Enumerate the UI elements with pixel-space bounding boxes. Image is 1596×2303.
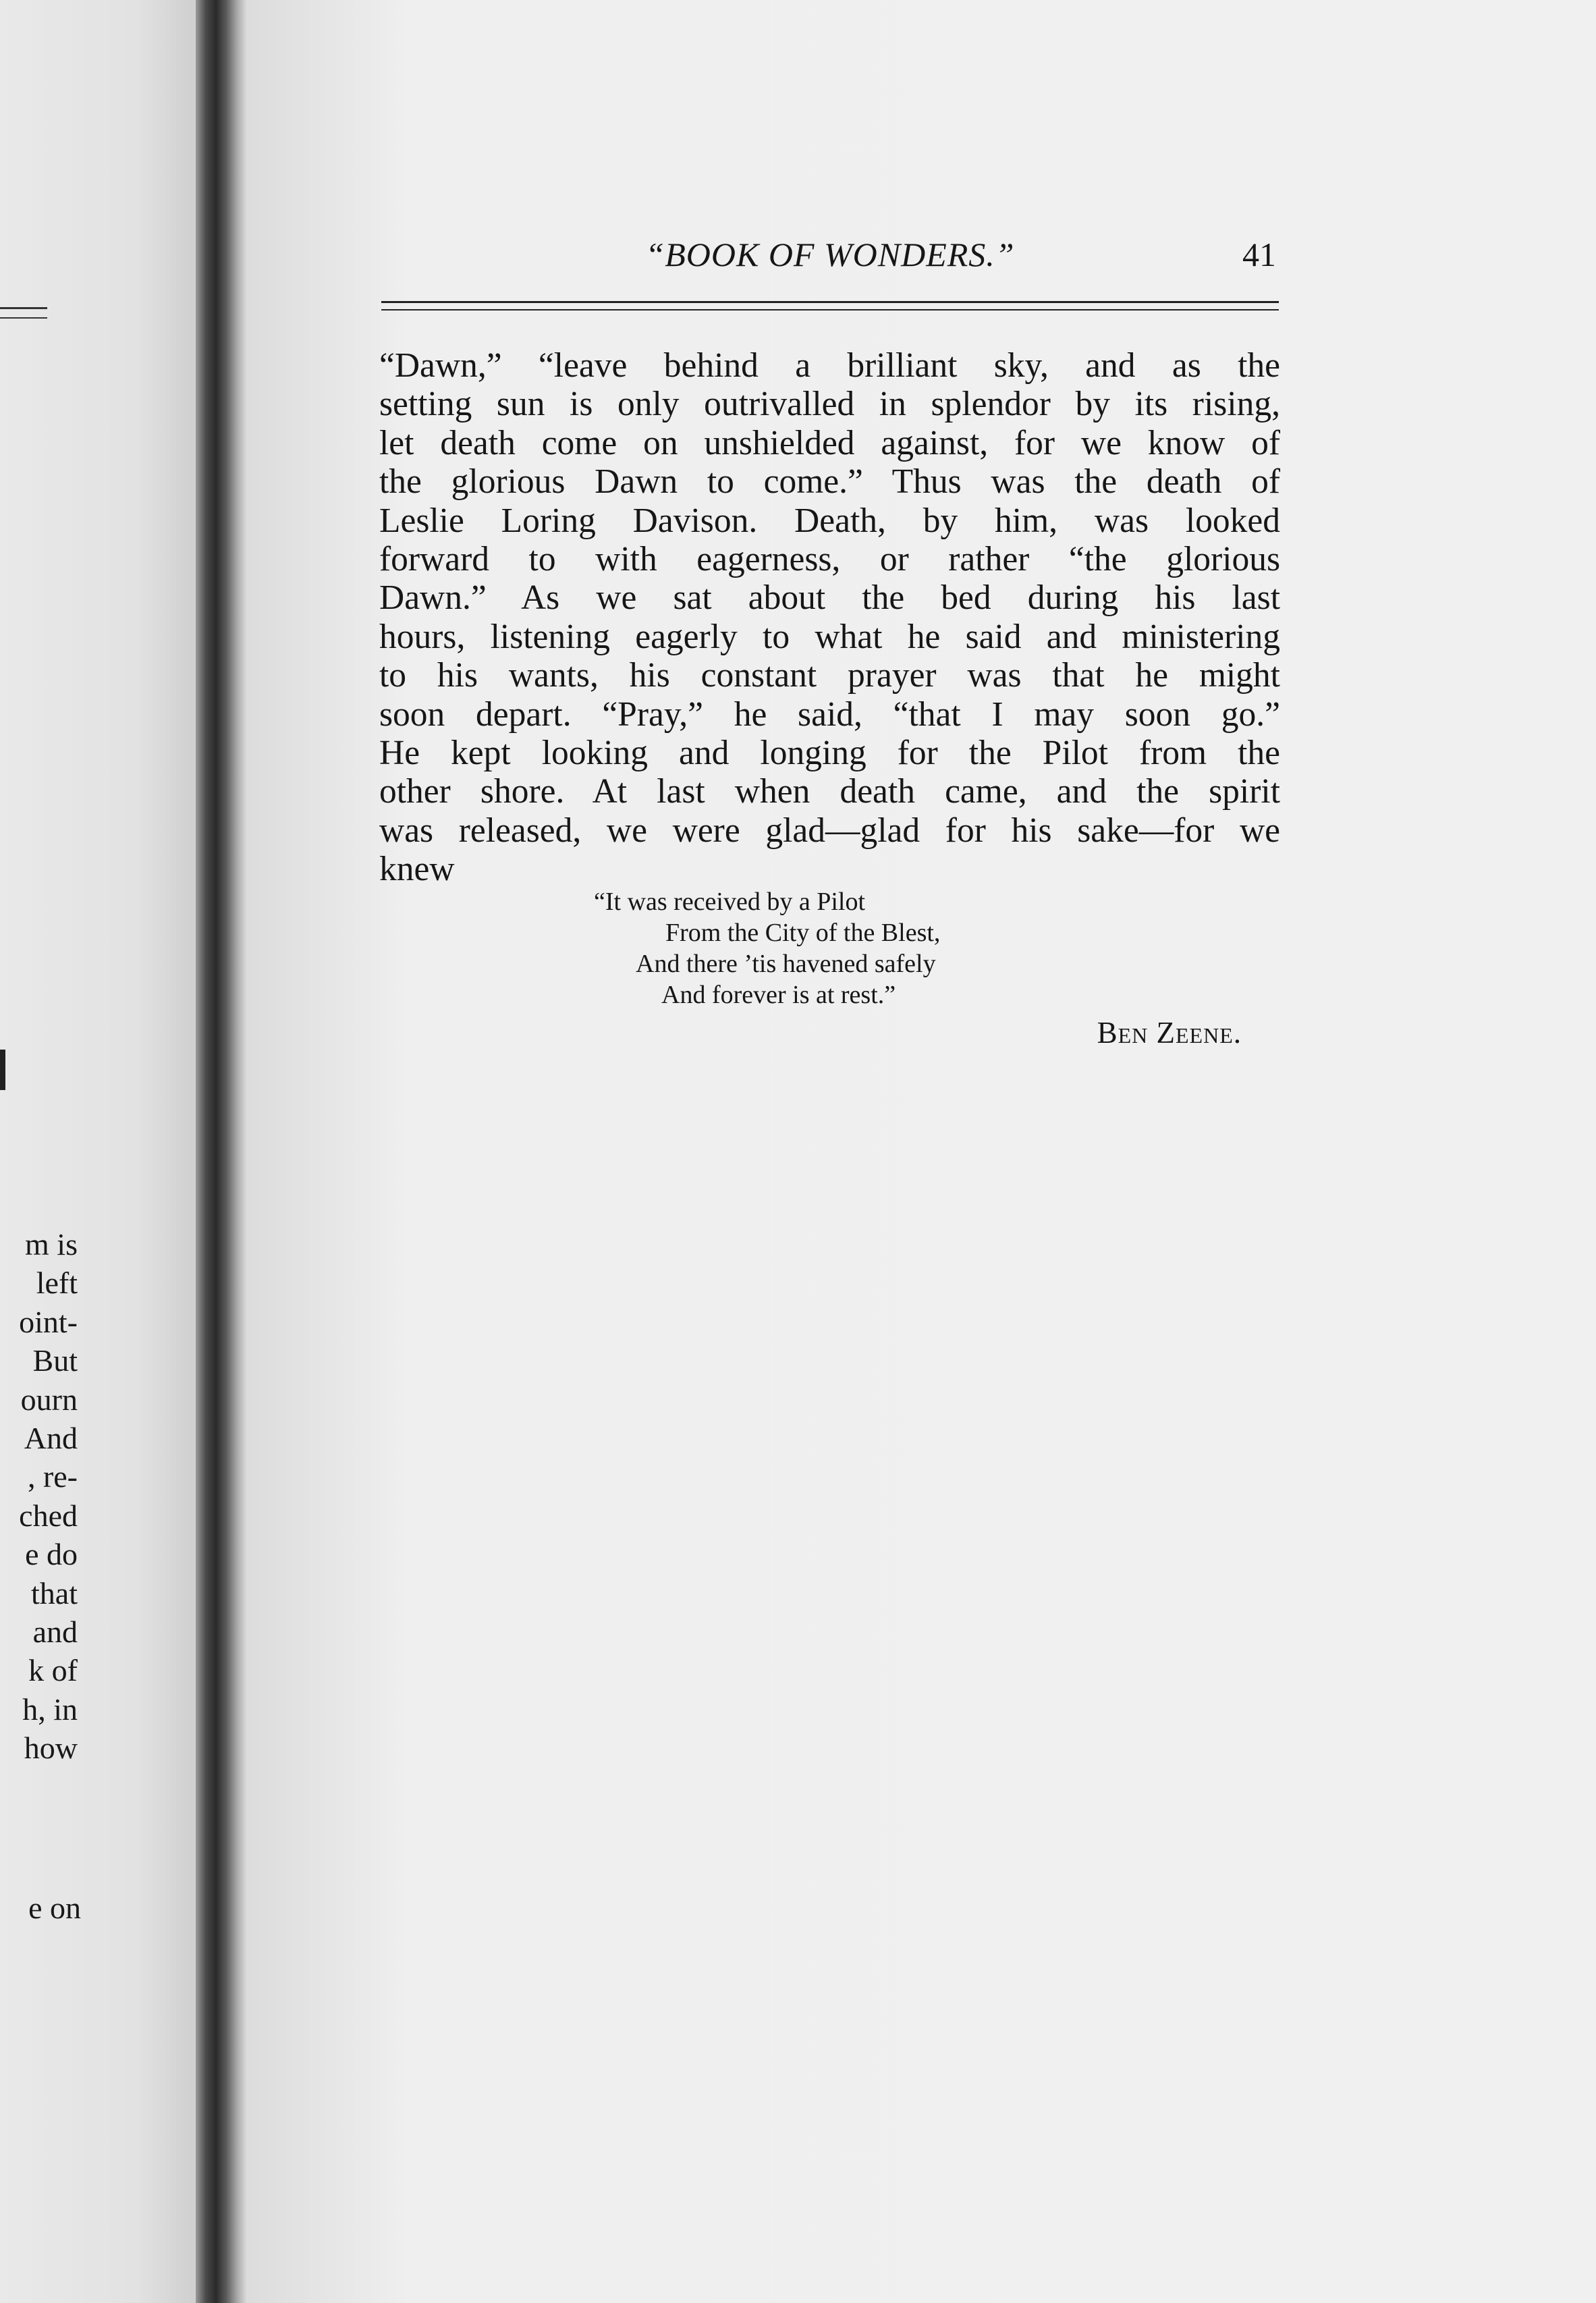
left-fragment: oint- (19, 1304, 78, 1339)
body-line: He kept looking and longing for the Pilot from the (379, 734, 1280, 773)
page-number: 41 (1242, 236, 1276, 273)
left-fragment: And (24, 1421, 78, 1456)
signature: Ben Zeene. (1097, 1016, 1242, 1050)
body-line: let death come on unshielded against, for we know of (379, 423, 1280, 462)
left-page-text-fragments (0, 1225, 78, 1768)
left-fragment: k of (28, 1653, 78, 1688)
body-paragraph (379, 346, 1280, 889)
poem-quote (594, 886, 1107, 1010)
left-fragment: and (32, 1615, 78, 1650)
left-fragment: that (31, 1575, 78, 1610)
left-page-rule (0, 307, 47, 319)
body-line: Dawn.” As we sat about the bed during his last (379, 578, 1280, 618)
left-fragment: ched (19, 1498, 78, 1533)
body-line: other shore. At last when death came, and the spirit (379, 772, 1280, 811)
left-fragment: left (36, 1266, 78, 1301)
body-line: “Dawn,” “leave behind a brilliant sky, and as the (379, 346, 1280, 385)
header-rule (381, 301, 1279, 310)
poem-line: And forever is at rest.” (661, 981, 896, 1009)
body-line: knew (379, 850, 455, 889)
body-line: the glorious Dawn to come.” Thus was the death of (379, 462, 1280, 502)
body-line: was released, we were glad—glad for his sake—for we (379, 811, 1280, 850)
poem-line: And there ’tis havened safely (636, 950, 936, 978)
left-bottom-fragment: e on (28, 1891, 81, 1925)
left-fragment: , re- (27, 1459, 78, 1494)
body-line: Leslie Loring Davison. Death, by him, was looked (379, 501, 1280, 540)
left-fragment: m is (25, 1227, 78, 1262)
left-fragment: how (24, 1731, 78, 1766)
left-page (0, 0, 196, 2303)
left-page-mark (0, 1050, 5, 1090)
body-line: setting sun is only outrivalled in splendor by its rising, (379, 385, 1280, 424)
poem-line: “It was received by a Pilot (594, 888, 866, 916)
left-fragment: ourn (20, 1382, 78, 1417)
body-line: soon depart. “Pray,” he said, “that I may soon go.” (379, 695, 1280, 734)
page-header (381, 229, 1279, 283)
running-head: “BOOK OF WONDERS.” (645, 236, 1015, 273)
right-page (246, 0, 1596, 2303)
left-fragment: h, in (22, 1691, 78, 1727)
left-fragment: e do (25, 1537, 78, 1572)
left-fragment: But (32, 1343, 78, 1378)
body-line: hours, listening eagerly to what he said and ministering (379, 617, 1280, 656)
poem-line: From the City of the Blest, (665, 919, 941, 947)
body-line: to his wants, his constant prayer was that he might (379, 656, 1280, 695)
book-spine (196, 0, 246, 2303)
body-line: forward to with eagerness, or rather “the glorious (379, 540, 1280, 579)
